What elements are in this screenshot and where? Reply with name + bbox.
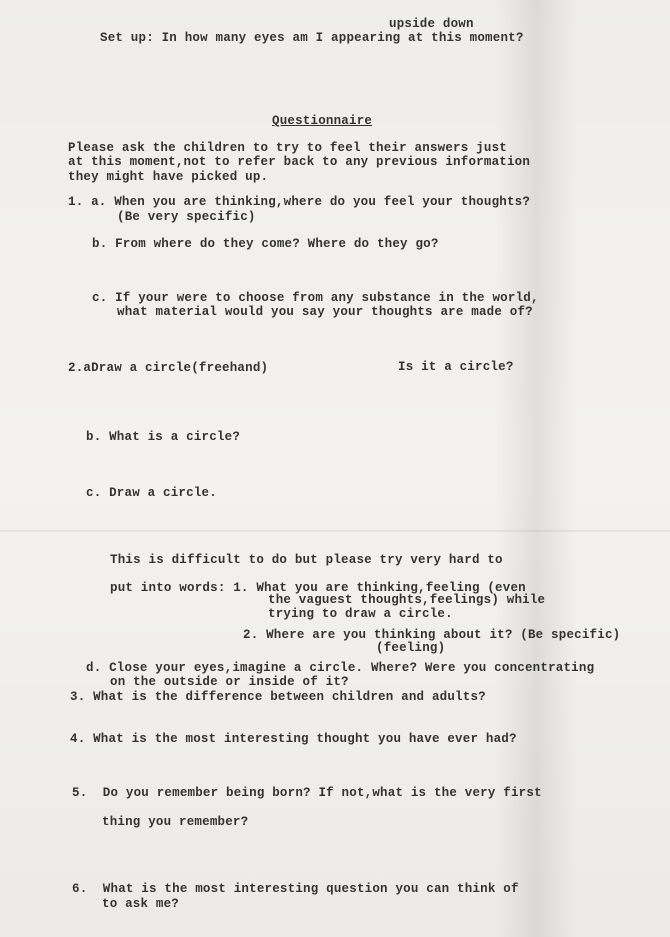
q2c: c. Draw a circle. (86, 486, 217, 500)
q1c-line-1: c. If your were to choose from any substance in the world, (92, 291, 539, 305)
q2a: 2.aDraw a circle(freehand) (68, 361, 269, 375)
words-line-5: (feeling) (376, 641, 446, 655)
q6-line-1: 6. What is the most interesting question you can think of (72, 882, 519, 896)
words-line-1: put into words: 1. What you are thinking,feeling (even (110, 581, 526, 595)
q5-line-1: 5. Do you remember being born? If not,what is the very first (72, 786, 542, 800)
q2d-line-2: on the outside or inside of it? (110, 675, 349, 689)
q5-line-2: thing you remember? (102, 815, 249, 829)
words-line-4: 2. Where are you thinking about it? (Be specific) (243, 628, 621, 642)
q1a-line-1: 1. a. When you are thinking,where do you feel your thoughts? (68, 195, 531, 209)
q4: 4. What is the most interesting thought you have ever had? (70, 732, 517, 746)
intro-line-2: at this moment,not to refer back to any previous information (68, 155, 531, 169)
q2a-followup: Is it a circle? (398, 360, 514, 374)
q2d-line-1: d. Close your eyes,imagine a circle. Where? Were you concentrating (86, 661, 595, 675)
paper-fold (0, 530, 670, 532)
q3: 3. What is the difference between children and adults? (70, 690, 486, 704)
words-line-3: trying to draw a circle. (268, 607, 453, 621)
handwritten-note: upside down (389, 17, 474, 31)
q1c-line-2: what material would you say your thoughts are made of? (117, 305, 533, 319)
intro-line-3: they might have picked up. (68, 170, 269, 184)
q6-line-2: to ask me? (102, 897, 180, 911)
q2b: b. What is a circle? (86, 430, 241, 444)
difficult-note: This is difficult to do but please try very hard to (110, 553, 503, 567)
q1a-line-2: (Be very specific) (117, 210, 256, 224)
words-line-2: the vaguest thoughts,feelings) while (268, 593, 546, 607)
q1b: b. From where do they come? Where do they go? (92, 237, 439, 251)
setup-line: Set up: In how many eyes am I appearing at this moment? (100, 31, 524, 45)
page-title: Questionnaire (272, 114, 373, 128)
intro-line-1: Please ask the children to try to feel their answers just (68, 141, 507, 155)
